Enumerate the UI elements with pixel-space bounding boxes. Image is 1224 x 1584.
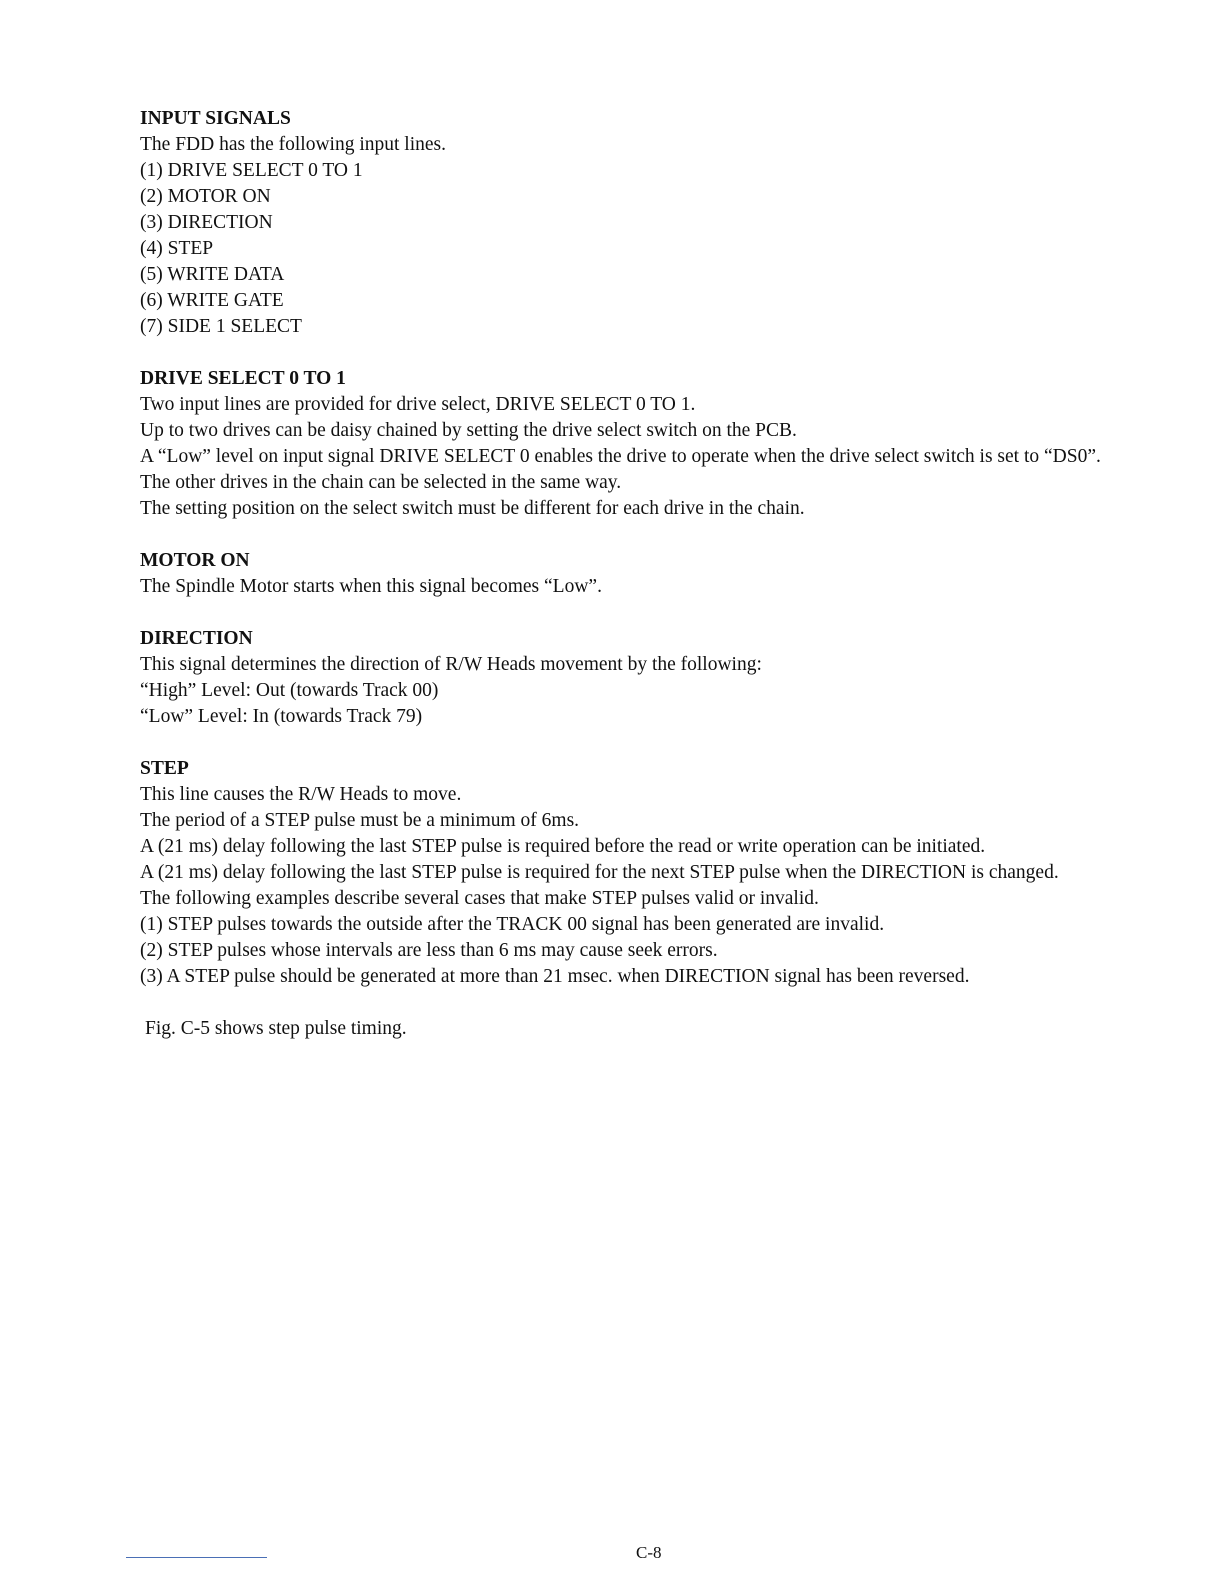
heading-drive-select: DRIVE SELECT 0 TO 1 (140, 368, 346, 389)
input-item-7: (7) SIDE 1 SELECT (140, 316, 302, 337)
step-line-5: The following examples describe several cases that make STEP pulses valid or invalid. (140, 888, 819, 909)
heading-motor-on: MOTOR ON (140, 550, 250, 571)
input-item-4: (4) STEP (140, 238, 214, 259)
drive-select-line-2: Up to two drives can be daisy chained by setting the drive select switch on the PCB. (140, 420, 797, 441)
heading-step: STEP (140, 758, 189, 779)
input-item-3: (3) DIRECTION (140, 212, 273, 233)
step-example-1: (1) STEP pulses towards the outside after the TRACK 00 signal has been generated are invalid. (140, 914, 885, 935)
drive-select-line-4: The other drives in the chain can be selected in the same way. (140, 472, 622, 493)
drive-select-line-3: A “Low” level on input signal DRIVE SELECT 0 enables the drive to operate when the drive select switch is set to “DS0”. (140, 446, 1101, 467)
drive-select-line-1: Two input lines are provided for drive select, DRIVE SELECT 0 TO 1. (140, 394, 696, 415)
input-signals-intro: The FDD has the following input lines. (140, 134, 447, 155)
section-drive-select (140, 366, 1150, 522)
page-number: C-8 (636, 1543, 662, 1562)
step-line-1: This line causes the R/W Heads to move. (140, 784, 462, 805)
section-motor-on (140, 548, 1150, 600)
step-example-3: (3) A STEP pulse should be generated at more than 21 msec. when DIRECTION signal has been reversed. (140, 966, 970, 987)
input-item-2: (2) MOTOR ON (140, 186, 271, 207)
section-direction (140, 626, 1150, 730)
input-item-5: (5) WRITE DATA (140, 264, 285, 285)
input-item-1: (1) DRIVE SELECT 0 TO 1 (140, 160, 363, 181)
direction-line-2: “High” Level: Out (towards Track 00) (140, 680, 439, 701)
step-line-3: A (21 ms) delay following the last STEP pulse is required before the read or write operation can be initiated. (140, 836, 986, 857)
step-line-2: The period of a STEP pulse must be a minimum of 6ms. (140, 810, 580, 831)
input-item-6: (6) WRITE GATE (140, 290, 284, 311)
step-example-2: (2) STEP pulses whose intervals are less than 6 ms may cause seek errors. (140, 940, 718, 961)
heading-input-signals: INPUT SIGNALS (140, 108, 291, 129)
step-line-4: A (21 ms) delay following the last STEP pulse is required for the next STEP pulse when the DIRECTION is changed. (140, 862, 1059, 883)
section-step (140, 756, 1150, 990)
document-page (140, 106, 1150, 1042)
motor-on-line-1: The Spindle Motor starts when this signal becomes “Low”. (140, 576, 602, 597)
heading-direction: DIRECTION (140, 628, 253, 649)
footer-rule (126, 1557, 267, 1558)
drive-select-line-5: The setting position on the select switch must be different for each drive in the chain. (140, 498, 805, 519)
direction-line-3: “Low” Level: In (towards Track 79) (140, 706, 423, 727)
section-input-signals (140, 106, 1150, 340)
direction-line-1: This signal determines the direction of R/W Heads movement by the following: (140, 654, 762, 675)
figure-note: Fig. C-5 shows step pulse timing. (145, 1018, 407, 1039)
